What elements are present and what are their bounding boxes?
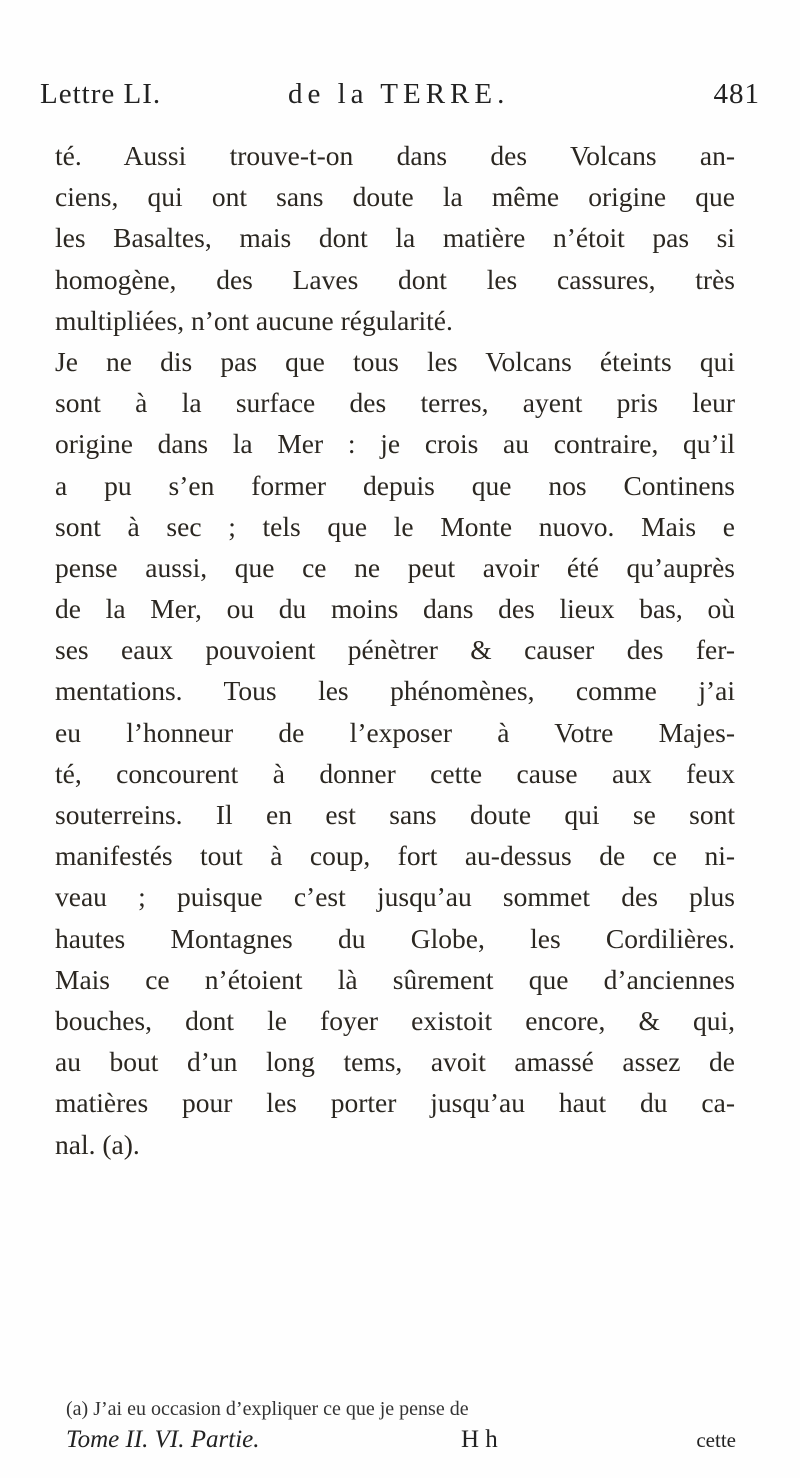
text-line: Je ne dis pas que tous les Volcans éteints qui — [55, 345, 735, 377]
text-line: eu l’honneur de l’exposer à Votre Majes- — [55, 716, 735, 748]
footer-signature: H h — [461, 1426, 498, 1453]
text-line: souterreins. Il en est sans doute qui se sont — [55, 799, 735, 830]
text-line: pense aussi, que ce ne peut avoir été qu’auprès — [55, 551, 735, 583]
text-line: de la Mer, ou du moins dans des lieux bas, où — [55, 593, 735, 625]
header-letter-number: Lettre LI. — [40, 78, 162, 110]
text-line: sont à la surface des terres, ayent pris leur — [55, 387, 735, 419]
header-title: de la TERRE. — [288, 78, 510, 110]
main-text — [55, 135, 735, 1165]
text-line: origine dans la Mer : je crois au contraire, qu’il — [55, 428, 735, 460]
text-line: Mais ce n’étoient là sûrement que d’anciennes — [55, 963, 735, 995]
text-line: bouches, dont le foyer existoit encore, & qui, — [55, 1004, 735, 1036]
text-line: hautes Montagnes du Globe, les Cordilières. — [55, 922, 735, 954]
text-line: mentations. Tous les phénomènes, comme j’ai — [55, 675, 735, 707]
text-line: té. Aussi trouve-t-on dans des Volcans an- — [55, 140, 735, 171]
text-line: veau ; puisque c’est jusqu’au sommet des plus — [55, 881, 735, 913]
text-line: au bout d’un long tems, avoit amassé assez de — [55, 1046, 735, 1078]
text-line: nal. (a). — [55, 1128, 140, 1160]
text-line: homogène, des Laves dont les cassures, très — [55, 263, 735, 295]
text-line: té, concourent à donner cette cause aux feux — [55, 757, 735, 789]
running-header — [40, 78, 760, 122]
text-line: ses eaux pouvoient pénètrer & causer des fer- — [55, 634, 735, 666]
text-line: les Basaltes, mais dont la matière n’étoit pas si — [55, 222, 735, 254]
text-line: ciens, qui ont sans doute la même origine que — [55, 181, 735, 213]
text-line: matières pour les porter jusqu’au haut du ca- — [55, 1087, 735, 1119]
footer-catchword: cette — [696, 1428, 736, 1452]
text-line: multipliées, n’ont aucune régularité. — [55, 304, 453, 336]
text-line: sont à sec ; tels que le Monte nuovo. Mais e — [55, 510, 735, 542]
text-line: manifestés tout à coup, fort au-dessus de ce ni- — [55, 840, 735, 872]
page-footer — [66, 1426, 736, 1460]
footer-volume: Tome II. VI. Partie. — [66, 1426, 260, 1453]
footnote: (a) J’ai eu occasion d’expliquer ce que je pense de — [66, 1398, 469, 1420]
text-line: a pu s’en former depuis que nos Continens — [55, 469, 735, 501]
page-number: 481 — [713, 78, 760, 110]
